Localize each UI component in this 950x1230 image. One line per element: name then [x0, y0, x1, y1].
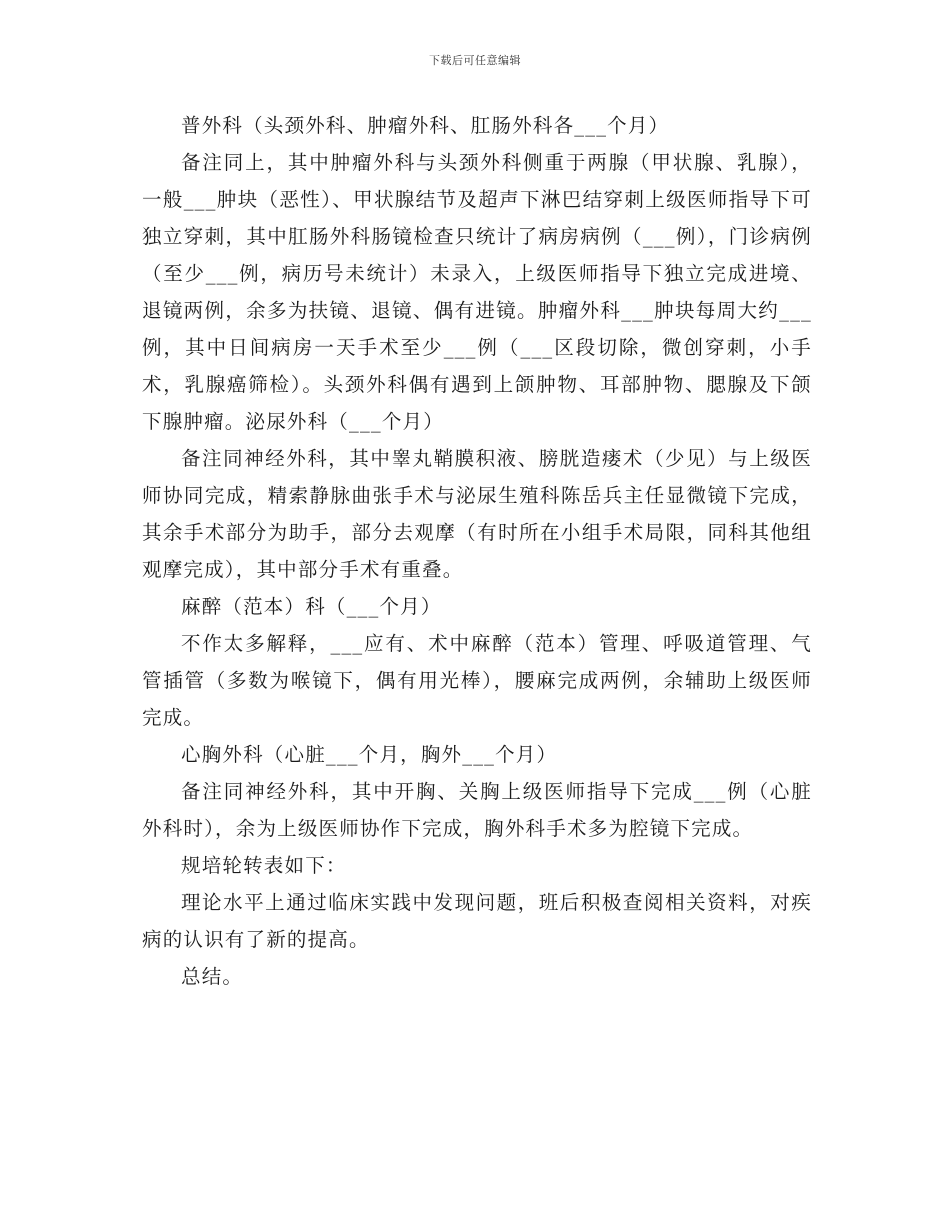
section-heading-general-surgery: 普外科（头颈外科、肿瘤外科、肛肠外科各___个月） — [181, 114, 670, 137]
section-heading-cardiothoracic: 心胸外科（心脏___个月，胸外___个月） — [181, 743, 558, 766]
document-body — [142, 107, 812, 995]
paragraph-urology-notes: 备注同神经外科，其中睾丸鞘膜积液、膀胱造瘘术（少见）与上级医师协同完成，精索静脉曲张手术与泌尿生殖科陈岳兵主任显微镜下完成，其余手术部分为助手，部分去观摩（有时所在小组手术局限，同科其他组观摩完成），其中部分手术有重叠。 — [142, 447, 812, 581]
paragraph-anesthesia-notes: 不作太多解释，___应有、术中麻醉（范本）管理、呼吸道管理、气管插管（多数为喉镜下，偶有用光棒），腰麻完成两例，余辅助上级医师完成。 — [142, 632, 812, 729]
paragraph-rotation-table-intro: 规培轮转表如下： — [181, 854, 347, 877]
paragraph-general-surgery-notes: 备注同上，其中肿瘤外科与头颈外科侧重于两腺（甲状腺、乳腺），一般___肿块（恶性）、甲状腺结节及超声下淋巴结穿刺上级医师指导下可独立穿刺，其中肛肠外科肠镜检查只统计了病房病例（___例），门诊病例（至少___例，病历号未统计）未录入，上级医师指导下独立完成进境、退镜两例，余多为扶镜、退镜、偶有进镜。肿瘤外科___肿块每周大约___例，其中日间病房一天手术至少___例（___区段切除，微创穿刺，小手术，乳腺癌筛检）。头颈外科偶有遇到上颌肿物、耳部肿物、腮腺及下颌下腺肿瘤。泌尿外科（___个月） — [142, 151, 812, 433]
paragraph-theory-level: 理论水平上通过临床实践中发现问题，班后积极查阅相关资料，对疾病的认识有了新的提高。 — [142, 891, 812, 951]
section-heading-anesthesia: 麻醉（范本）科（___个月） — [181, 595, 442, 618]
paragraph-summary: 总结。 — [181, 965, 244, 988]
page-header: 下载后可任意编辑 — [429, 54, 521, 67]
paragraph-cardiothoracic-notes: 备注同神经外科，其中开胸、关胸上级医师指导下完成___例（心脏外科时），余为上级医师协作下完成，胸外科手术多为腔镜下完成。 — [142, 780, 812, 840]
